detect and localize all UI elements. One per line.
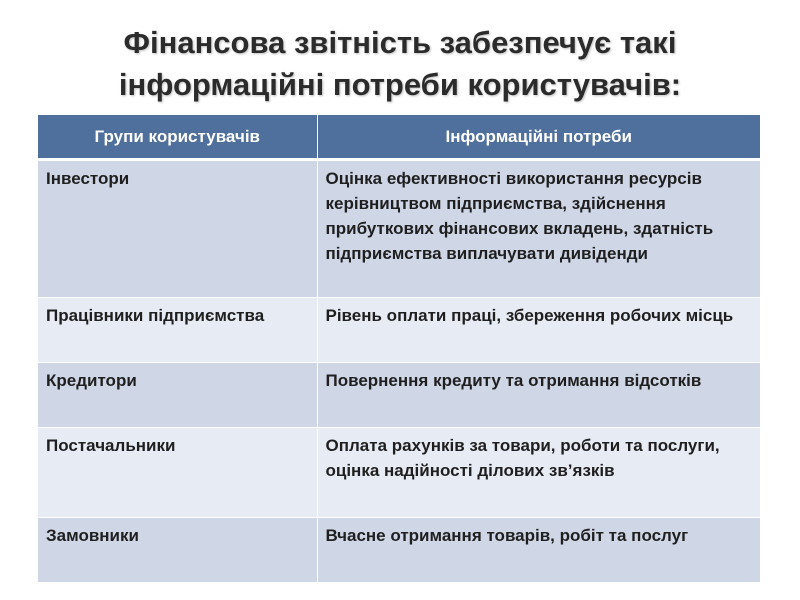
slide-title-line-2: інформаційні потреби користувачів: bbox=[118, 67, 682, 102]
information-needs-cell: Оплата рахунків за товари, роботи та послуги, оцінка надійності ділових зв’язків bbox=[317, 428, 760, 518]
user-needs-table bbox=[38, 115, 760, 583]
slide-title bbox=[0, 22, 800, 106]
information-needs-cell: Рівень оплати праці, збереження робочих місць bbox=[317, 298, 760, 363]
column-header-information-needs: Інформаційні потреби bbox=[317, 115, 760, 160]
user-group-cell: Замовники bbox=[38, 518, 317, 583]
table-header-row bbox=[38, 115, 760, 160]
user-group-cell: Інвестори bbox=[38, 160, 317, 298]
user-group-cell: Працівники підприємства bbox=[38, 298, 317, 363]
table-row-suppliers bbox=[38, 428, 760, 518]
user-group-cell: Постачальники bbox=[38, 428, 317, 518]
information-needs-cell: Повернення кредиту та отримання відсотків bbox=[317, 363, 760, 428]
slide-title-line-1: Фінансова звітність забезпечує такі bbox=[123, 25, 677, 60]
table-row-investors bbox=[38, 160, 760, 298]
information-needs-cell: Вчасне отримання товарів, робіт та послуг bbox=[317, 518, 760, 583]
user-group-cell: Кредитори bbox=[38, 363, 317, 428]
information-needs-cell: Оцінка ефективності використання ресурсів керівництвом підприємства, здійснення прибуткових фінансових вкладень, здатність підприємства виплачувати дивіденди bbox=[317, 160, 760, 298]
table-row-creditors bbox=[38, 363, 760, 428]
column-header-user-groups: Групи користувачів bbox=[38, 115, 317, 160]
table-row-employees bbox=[38, 298, 760, 363]
table-row-customers bbox=[38, 518, 760, 583]
